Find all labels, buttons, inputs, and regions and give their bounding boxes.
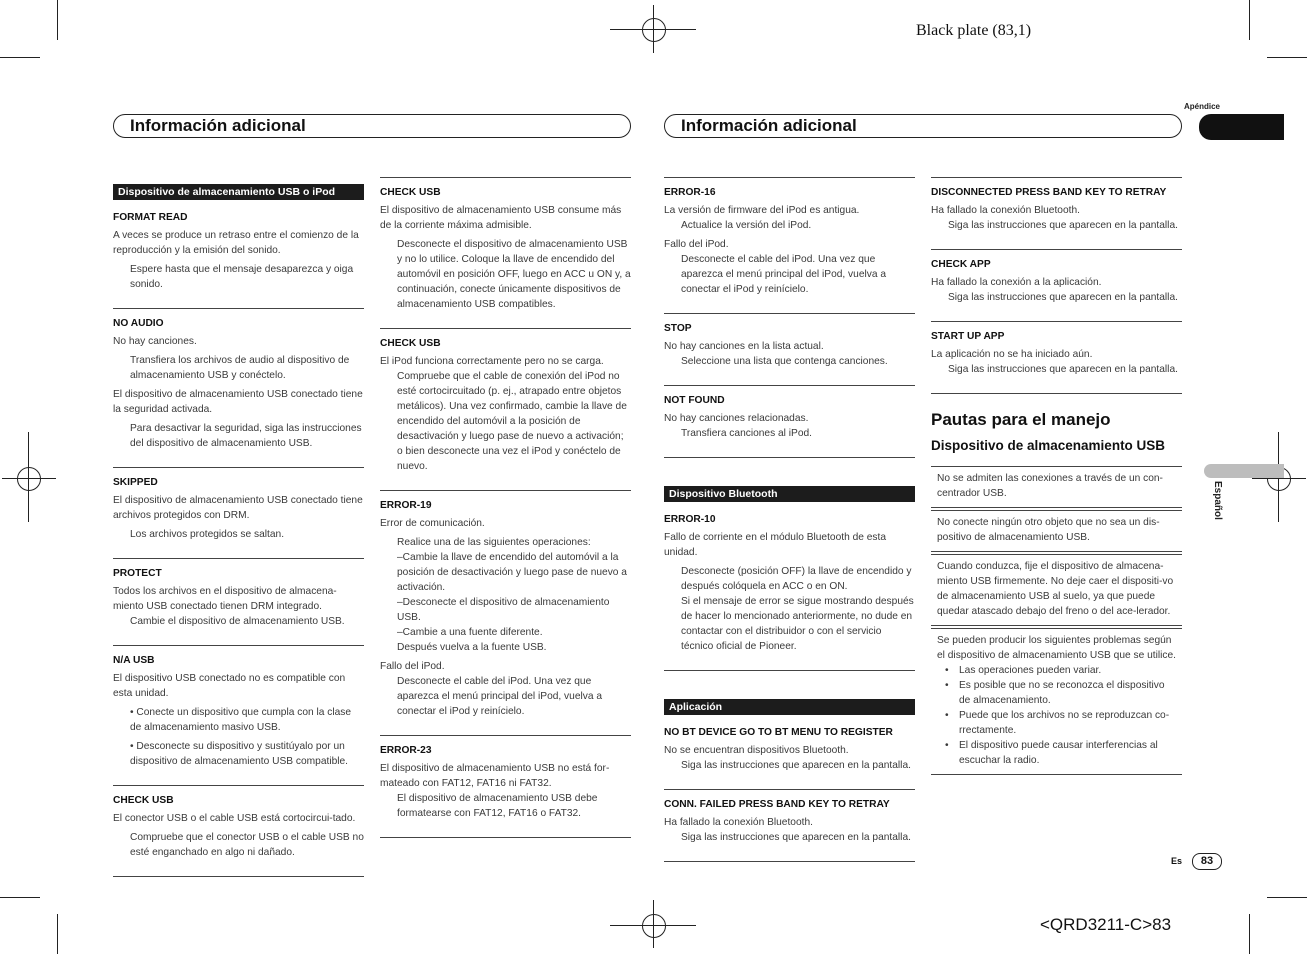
remedy-text: Siga las instrucciones que aparecen en la pantalla. bbox=[948, 292, 1178, 303]
remedy-text: Realice una de las siguientes operaciones: bbox=[397, 537, 591, 548]
apendice-label: Apéndice bbox=[1184, 102, 1221, 111]
note-bullet: • Puede que los archivos no se reproduzcan co-rrectamente. bbox=[937, 708, 1176, 738]
message-entry bbox=[664, 725, 915, 790]
section-bar: Aplicación bbox=[664, 699, 915, 715]
message-title: CHECK USB bbox=[380, 187, 441, 198]
message-title: NOT FOUND bbox=[664, 395, 725, 406]
note-bullet: • Es posible que no se reconozca el dispositivo de almacenamiento. bbox=[937, 678, 1176, 708]
message-entry bbox=[113, 210, 364, 309]
message-title: NO BT DEVICE GO TO BT MENU TO REGISTER bbox=[664, 727, 893, 738]
message-title: NO AUDIO bbox=[113, 318, 164, 329]
message-entry bbox=[664, 177, 915, 314]
remedy-text: Desconecte su dispositivo y sustitúyalo por un dispositivo de almacenamiento USB compatible. bbox=[130, 741, 349, 767]
page-header-right: Información adicional bbox=[664, 114, 1182, 138]
subsection-heading: Dispositivo de almacenamiento USB bbox=[931, 438, 1166, 453]
remedy-text: Siga las instrucciones que aparecen en la pantalla. bbox=[948, 364, 1178, 375]
cause-text: Ha fallado la conexión a la aplicación. bbox=[931, 277, 1102, 288]
message-title: N/A USB bbox=[113, 655, 155, 666]
crop-mark bbox=[57, 0, 58, 40]
message-title: DISCONNECTED PRESS BAND KEY TO RETRAY bbox=[931, 187, 1167, 198]
column-1 bbox=[113, 184, 364, 877]
remedy-text: –Cambie la llave de encendido del automóvil a la posición de desactivación y luego pase de nuevo a activación. bbox=[397, 552, 627, 593]
remedy-text: Transfiera los archivos de audio al dispositivo de almacenamiento USB y conéctelo. bbox=[130, 355, 350, 381]
remedy-text: Conecte un dispositivo que cumpla con la clase de almacenamiento masivo USB. bbox=[130, 707, 352, 733]
remedy-text: Compruebe que el cable de conexión del iPod no esté cortocircuitado (p. ej., atrapado entre objetos metálicos). Una vez confirmado, cambie la llave de encendido del automóvil a la posición de desactivación y luego pase de nuevo a activación; o bien desconecte una vez el iPod y conéctelo de nuevo. bbox=[397, 371, 627, 472]
remedy-text: Compruebe que el conector USB o el cable USB no esté enganchado en algo ni dañado. bbox=[130, 832, 364, 858]
cause-text: No hay canciones. bbox=[113, 336, 197, 347]
section-tab bbox=[1199, 114, 1284, 140]
remedy-text: Desconecte (posición OFF) la llave de encendido y después colóquela en ACC o en ON. bbox=[681, 566, 912, 592]
cause-text: El dispositivo de almacenamiento USB conectado tiene la seguridad activada. bbox=[113, 389, 363, 415]
remedy-text: –Desconecte el dispositivo de almacenamiento USB. bbox=[397, 597, 610, 623]
remedy-bullet: • Desconecte su dispositivo y sustitúyalo por un dispositivo de almacenamiento USB compatible. bbox=[130, 741, 349, 767]
cause-text: Ha fallado la conexión Bluetooth. bbox=[664, 817, 813, 828]
message-entry bbox=[380, 329, 631, 491]
cause-text: El dispositivo de almacenamiento USB no está for-mateado con FAT12, FAT16 ni FAT32. bbox=[380, 763, 610, 789]
crop-mark bbox=[0, 897, 40, 898]
cause-text: El dispositivo de almacenamiento USB conectado tiene archivos protegidos con DRM. bbox=[113, 495, 363, 521]
note-box: No conecte ningún otro objeto que no sea un dis-positivo de almacenamiento USB. bbox=[931, 510, 1182, 552]
remedy-text: Cambie el dispositivo de almacenamiento USB. bbox=[130, 616, 345, 627]
crop-mark bbox=[1249, 0, 1250, 40]
remedy-text: Espere hasta que el mensaje desaparezca y oiga sonido. bbox=[130, 264, 354, 290]
cause-text: La versión de firmware del iPod es antigua. bbox=[664, 205, 860, 216]
cause-text: El dispositivo USB conectado no es compatible con esta unidad. bbox=[113, 673, 346, 699]
cause-text: Error de comunicación. bbox=[380, 518, 485, 529]
message-entry bbox=[664, 512, 915, 671]
message-title: ERROR-16 bbox=[664, 187, 716, 198]
cause-text: Fallo del iPod. bbox=[380, 661, 445, 672]
footer-code: <QRD3211-C>83 bbox=[1040, 915, 1172, 934]
cause-text: El dispositivo de almacenamiento USB consume más de la corriente máxima admisible. bbox=[380, 205, 622, 231]
message-entry bbox=[113, 786, 364, 877]
remedy-text: –Cambie a una fuente diferente. bbox=[397, 627, 543, 638]
remedy-text: El dispositivo de almacenamiento USB debe formatearse con FAT12, FAT16 o FAT32. bbox=[397, 793, 598, 819]
language-tab bbox=[1204, 464, 1284, 478]
message-title: ERROR-23 bbox=[380, 745, 432, 756]
note-bullet: • Las operaciones pueden variar. bbox=[937, 663, 1176, 678]
column-2 bbox=[380, 177, 631, 838]
message-entry bbox=[664, 386, 915, 458]
cause-text: No se encuentran dispositivos Bluetooth. bbox=[664, 745, 849, 756]
message-entry bbox=[380, 491, 631, 736]
section-bar: Dispositivo de almacenamiento USB o iPod bbox=[113, 184, 364, 200]
remedy-text: Si el mensaje de error se sigue mostrando después de hacer lo mencionado anteriormente, no dude en contactar con el distribuidor o con el servicio técnico oficial de Pioneer. bbox=[681, 596, 914, 652]
message-entry bbox=[380, 177, 631, 329]
cause-text: No hay canciones en la lista actual. bbox=[664, 341, 824, 352]
message-entry bbox=[113, 309, 364, 468]
message-entry bbox=[931, 177, 1182, 250]
note-box: No se admiten las conexiones a través de un con-centrador USB. bbox=[931, 466, 1182, 508]
cause-text: El conector USB o el cable USB está cortocircui-tado. bbox=[113, 813, 356, 824]
language-side-label: Español bbox=[1212, 481, 1223, 520]
remedy-text: Desconecte el dispositivo de almacenamiento USB y no lo utilice. Coloque la llave de encendido del automóvil en posición OFF, luego en ACC u ON y, a continuación, conecte únicamente dispositivos de almacenamiento USB compatibles. bbox=[397, 239, 631, 310]
message-title: ERROR-10 bbox=[664, 514, 716, 525]
note-box: Cuando conduzca, fije el dispositivo de almacena-miento USB firmemente. No deje caer el dispositi-vo de almacenamiento USB al suelo, ya que puede quedar atascado debajo del freno o del ace-lerador. bbox=[931, 554, 1182, 626]
message-title: CHECK APP bbox=[931, 259, 991, 270]
message-entry bbox=[664, 790, 915, 862]
message-title: CHECK USB bbox=[380, 338, 441, 349]
column-3 bbox=[664, 177, 915, 862]
cause-text: Todos los archivos en el dispositivo de almacena-miento USB conectado tienen DRM integrado. bbox=[113, 586, 337, 612]
message-title: FORMAT READ bbox=[113, 212, 188, 223]
remedy-bullet: • Conecte un dispositivo que cumpla con la clase de almacenamiento masivo USB. bbox=[130, 707, 352, 733]
section-bar: Dispositivo Bluetooth bbox=[664, 486, 915, 502]
message-entry bbox=[113, 468, 364, 559]
crop-mark bbox=[1249, 914, 1250, 954]
message-title: STOP bbox=[664, 323, 692, 334]
cause-text: No hay canciones relacionadas. bbox=[664, 413, 809, 424]
page-number: 83 bbox=[1192, 853, 1222, 870]
page-header-left: Información adicional bbox=[113, 114, 631, 138]
remedy-text: Siga las instrucciones que aparecen en la pantalla. bbox=[681, 760, 911, 771]
remedy-text: Para desactivar la seguridad, siga las instrucciones del dispositivo de almacenamiento USB. bbox=[130, 423, 362, 449]
cause-text: Fallo de corriente en el módulo Bluetooth de esta unidad. bbox=[664, 532, 887, 558]
message-entry bbox=[931, 250, 1182, 322]
crop-mark bbox=[57, 914, 58, 954]
cause-text: A veces se produce un retraso entre el comienzo de la reproducción y la emisión del sonido. bbox=[113, 230, 359, 256]
page-language: Es bbox=[1171, 856, 1183, 866]
plate-label: Black plate (83,1) bbox=[916, 22, 1032, 39]
message-entry bbox=[113, 646, 364, 786]
crop-mark bbox=[1267, 897, 1307, 898]
column-4 bbox=[931, 177, 1182, 777]
cause-text: La aplicación no se ha iniciado aún. bbox=[931, 349, 1093, 360]
message-entry bbox=[931, 322, 1182, 394]
message-entry bbox=[113, 559, 364, 646]
message-title: PROTECT bbox=[113, 568, 162, 579]
remedy-text: Desconecte el cable del iPod. Una vez que aparezca el menú principal del iPod, vuelva a conectar el iPod y reinícielo. bbox=[681, 254, 887, 295]
crop-mark bbox=[1267, 57, 1307, 58]
registration-mark-icon bbox=[642, 914, 666, 938]
message-title: CHECK USB bbox=[113, 795, 174, 806]
note-text: Se pueden producir los siguientes problemas según el dispositivo de almacenamiento USB que se utilice. bbox=[937, 635, 1176, 661]
cause-text: El iPod funciona correctamente pero no se carga. bbox=[380, 356, 604, 367]
remedy-text: Siga las instrucciones que aparecen en la pantalla. bbox=[681, 832, 911, 843]
cause-text: Fallo del iPod. bbox=[664, 239, 729, 250]
message-entry bbox=[380, 736, 631, 838]
remedy-text: Siga las instrucciones que aparecen en la pantalla. bbox=[948, 220, 1178, 231]
crop-mark bbox=[0, 57, 40, 58]
message-title: SKIPPED bbox=[113, 477, 158, 488]
message-title: ERROR-19 bbox=[380, 500, 432, 511]
message-title: CONN. FAILED PRESS BAND KEY TO RETRAY bbox=[664, 799, 890, 810]
message-entry bbox=[664, 314, 915, 386]
cause-text: Ha fallado la conexión Bluetooth. bbox=[931, 205, 1080, 216]
registration-mark-icon bbox=[17, 467, 41, 491]
remedy-text: Seleccione una lista que contenga canciones. bbox=[681, 356, 888, 367]
remedy-text: Desconecte el cable del iPod. Una vez que aparezca el menú principal del iPod, vuelva a conectar el iPod y reinícielo. bbox=[397, 676, 603, 717]
remedy-text: Después vuelva a la fuente USB. bbox=[397, 642, 547, 653]
remedy-text: Actualice la versión del iPod. bbox=[681, 220, 812, 231]
remedy-text: Transfiera canciones al iPod. bbox=[681, 428, 812, 439]
section-heading: Pautas para el manejo bbox=[931, 410, 1111, 429]
remedy-text: Los archivos protegidos se saltan. bbox=[130, 529, 285, 540]
note-bullet: • El dispositivo puede causar interferencias al escuchar la radio. bbox=[937, 738, 1176, 768]
registration-mark-icon bbox=[642, 18, 666, 42]
note-box bbox=[931, 628, 1182, 775]
message-title: START UP APP bbox=[931, 331, 1005, 342]
